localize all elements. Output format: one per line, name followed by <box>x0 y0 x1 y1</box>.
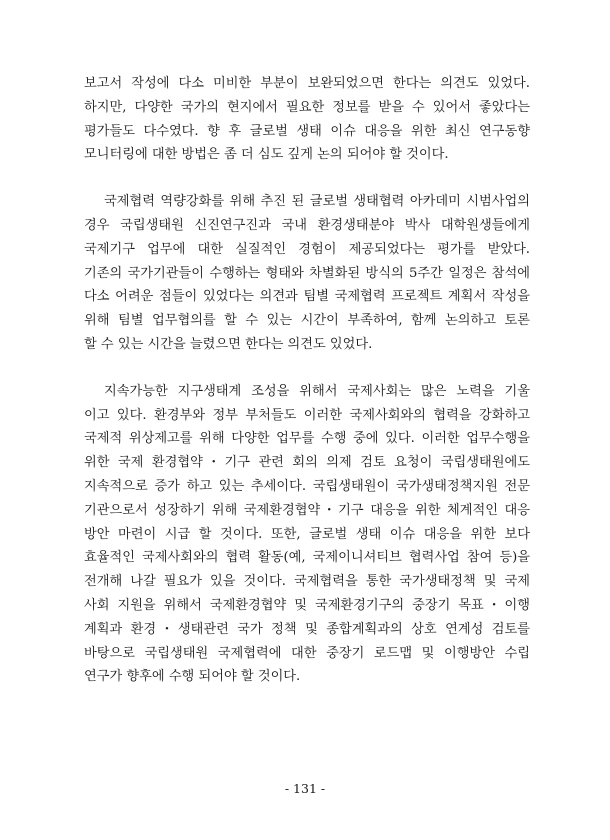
text-line: 지속적으로 증가 하고 있는 추세이다. 국립생태원이 국가생태정책지원 전문 <box>84 478 530 494</box>
text-line: 방안 마련이 시급 할 것이다. 또한, 글로벌 생태 이슈 대응을 위한 보다 <box>84 526 530 542</box>
text-line: 보고서 작성에 다소 미비한 부분이 보완되었으면 한다는 의견도 있었다. <box>84 76 530 91</box>
text-line: 기관으로서 성장하기 위해 국제환경협약・기구 대응을 위한 체계적인 대응 <box>84 502 530 518</box>
text-line: 위해 팀별 업무협의를 할 수 있는 시간이 부족하여, 함께 논의하고 토론 <box>84 313 530 329</box>
text-line: 지속가능한 지구생태계 조성을 위해서 국제사회는 많은 노력을 기울 <box>104 383 530 399</box>
text-line: 다소 어려운 점들이 있었다는 의견과 팀별 국제협력 프로젝트 계획서 작성을 <box>84 289 530 305</box>
paragraph-gap <box>84 357 530 380</box>
page-number: - 131 - <box>284 781 326 796</box>
text-line: 국제기구 업무에 대한 실질적인 경험이 제공되었다는 평가를 받았다. <box>84 241 530 257</box>
text-line: 할 수 있는 시간을 늘렸으면 한다는 의견도 있었다. <box>84 336 373 352</box>
paragraph-2 <box>84 190 530 357</box>
text-line: 바탕으로 국립생태원 국제협력에 대한 중장기 로드맵 및 이행방안 수립 <box>84 645 530 661</box>
text-line: 위한 국제 환경협약・기구 관련 회의 의제 검토 요청이 국립생태원에도 <box>84 455 530 471</box>
text-line: 모니터링에 대한 방법은 좀 더 심도 깊게 논의 되어야 할 것이다. <box>84 147 449 163</box>
text-line: 기존의 국가기관들이 수행하는 형태와 차별화된 방식의 5주간 일정은 참석에 <box>84 265 530 281</box>
text-line: 국제협력 역량강화를 위해 추진 된 글로벌 생태협력 아카데미 시범사업의 <box>104 194 530 210</box>
text-line: 계획과 환경・생태관련 국가 정책 및 종합계획과의 상호 연계성 검토를 <box>84 621 530 637</box>
text-line: 연구가 향후에 수행 되어야 할 것이다. <box>84 669 301 685</box>
text-line: 하지만, 다양한 국가의 현지에서 필요한 정보를 받을 수 있어서 좋았다는 <box>84 99 530 115</box>
text-line: 평가들도 다수였다. 향 후 글로벌 생태 이슈 대응을 위한 최신 연구동향 <box>84 123 530 139</box>
document-body <box>84 72 530 689</box>
text-line: 효율적인 국제사회와의 협력 활동(예, 국제이니셔티브 협력사업 참여 등)을 <box>84 550 530 566</box>
paragraph-1 <box>84 72 530 167</box>
paragraph-3 <box>84 380 530 689</box>
text-line: 전개해 나갈 필요가 있을 것이다. 국제협력을 통한 국가생태정책 및 국제 <box>84 574 530 590</box>
text-line: 사회 지원을 위해서 국제환경협약 및 국제환경기구의 중장기 목표・이행 <box>84 597 530 613</box>
text-line: 경우 국립생태원 신진연구진과 국내 환경생태분야 박사 대학원생들에게 <box>84 217 530 233</box>
text-line: 국제적 위상제고를 위해 다양한 업무를 수행 중에 있다. 이러한 업무수행을 <box>84 431 530 447</box>
text-line: 이고 있다. 환경부와 정부 부처들도 이러한 국제사회와의 협력을 강화하고 <box>84 407 530 423</box>
paragraph-gap <box>84 167 530 190</box>
